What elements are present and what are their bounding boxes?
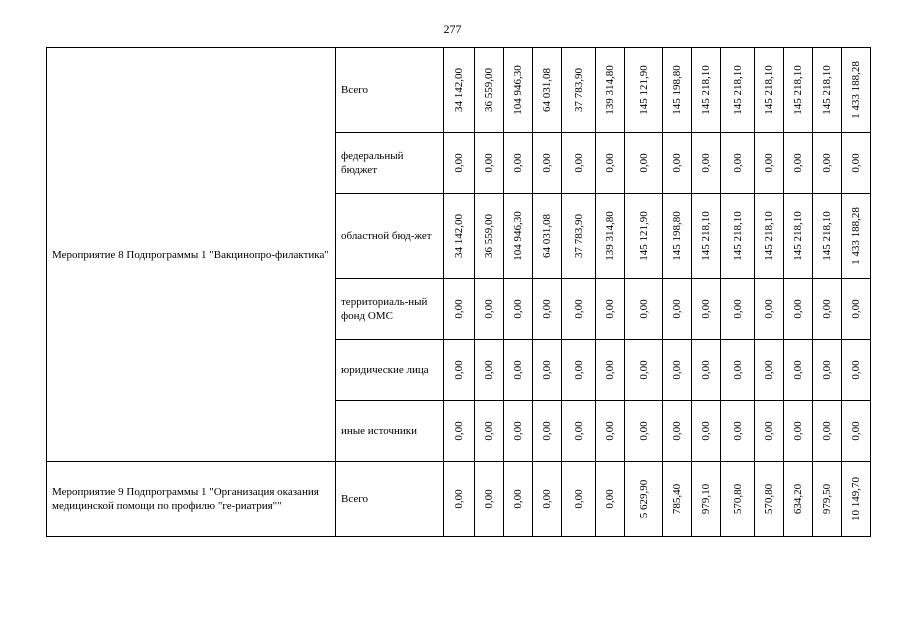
amount-value: 0,00	[512, 153, 524, 173]
amount-cell	[596, 462, 625, 537]
amount-value: 0,00	[850, 299, 862, 319]
amount-value: 979,50	[821, 483, 833, 515]
amount-cell	[444, 48, 475, 133]
amount-value: 0,00	[483, 489, 495, 509]
amount-cell	[625, 462, 663, 537]
amount-value: 145 218,10	[700, 65, 712, 115]
amount-cell	[721, 340, 755, 401]
amount-cell	[755, 133, 784, 194]
event-name: Мероприятие 9 Подпрограммы 1 "Организация оказания медицинской помощи по профилю "ге-риатрия""	[47, 462, 336, 537]
amount-cell	[842, 48, 871, 133]
amount-cell	[533, 194, 562, 279]
amount-cell	[755, 462, 784, 537]
amount-value: 5 629,90	[637, 479, 650, 519]
amount-value: 145 218,10	[821, 211, 833, 261]
amount-cell	[663, 48, 692, 133]
amount-value: 0,00	[763, 421, 775, 441]
amount-cell	[721, 279, 755, 340]
amount-cell	[533, 401, 562, 462]
amount-value: 145 121,90	[637, 65, 650, 115]
amount-value: 0,00	[700, 299, 712, 319]
amount-cell	[813, 133, 842, 194]
amount-cell	[533, 133, 562, 194]
amount-value: 145 198,80	[671, 65, 683, 115]
funding-source: юридические лица	[336, 340, 444, 401]
amount-cell	[562, 48, 596, 133]
amount-value: 0,00	[671, 299, 683, 319]
amount-value: 145 218,10	[731, 211, 744, 261]
amount-cell	[444, 194, 475, 279]
table-row	[47, 48, 871, 133]
amount-cell	[784, 194, 813, 279]
amount-value: 139 314,80	[604, 65, 616, 115]
amount-cell	[562, 133, 596, 194]
amount-value: 0,00	[541, 299, 553, 319]
amount-cell	[562, 401, 596, 462]
amount-value: 570,80	[763, 483, 775, 515]
amount-value: 0,00	[483, 153, 495, 173]
funding-source: федеральный бюджет	[336, 133, 444, 194]
amount-value: 0,00	[637, 360, 650, 380]
amount-value: 145 218,10	[731, 65, 744, 115]
amount-cell	[784, 279, 813, 340]
amount-cell	[842, 401, 871, 462]
amount-value: 0,00	[792, 299, 804, 319]
amount-cell	[444, 340, 475, 401]
amount-value: 37 783,90	[572, 214, 585, 258]
amount-value: 0,00	[453, 489, 465, 509]
amount-value: 0,00	[541, 489, 553, 509]
amount-value: 0,00	[821, 299, 833, 319]
amount-value: 0,00	[512, 299, 524, 319]
amount-value: 34 142,00	[453, 68, 465, 112]
amount-value: 0,00	[763, 299, 775, 319]
amount-cell	[596, 340, 625, 401]
amount-cell	[842, 462, 871, 537]
amount-cell	[562, 462, 596, 537]
amount-value: 0,00	[604, 489, 616, 509]
amount-cell	[625, 401, 663, 462]
amount-cell	[596, 401, 625, 462]
amount-cell	[692, 279, 721, 340]
amount-cell	[625, 48, 663, 133]
amount-cell	[721, 133, 755, 194]
amount-value: 0,00	[604, 360, 616, 380]
amount-cell	[755, 194, 784, 279]
amount-cell	[562, 340, 596, 401]
table-row	[47, 462, 871, 537]
amount-value: 0,00	[483, 299, 495, 319]
amount-value: 0,00	[731, 153, 744, 173]
amount-cell	[663, 462, 692, 537]
amount-cell	[504, 340, 533, 401]
amount-value: 145 218,10	[792, 65, 804, 115]
amount-cell	[692, 194, 721, 279]
amount-cell	[813, 340, 842, 401]
amount-cell	[533, 48, 562, 133]
amount-cell	[721, 462, 755, 537]
amount-cell	[663, 133, 692, 194]
amount-cell	[475, 279, 504, 340]
amount-value: 104 946,30	[512, 211, 524, 261]
amount-cell	[813, 279, 842, 340]
amount-value: 104 946,30	[512, 65, 524, 115]
amount-value: 145 218,10	[763, 65, 775, 115]
amount-value: 0,00	[572, 360, 585, 380]
amount-cell	[663, 194, 692, 279]
amount-cell	[784, 133, 813, 194]
amount-cell	[784, 462, 813, 537]
amount-cell	[663, 340, 692, 401]
amount-cell	[533, 279, 562, 340]
amount-cell	[504, 462, 533, 537]
amount-value: 0,00	[792, 421, 804, 441]
amount-value: 0,00	[604, 299, 616, 319]
amount-value: 0,00	[731, 360, 744, 380]
amount-cell	[692, 48, 721, 133]
amount-cell	[813, 462, 842, 537]
amount-cell	[784, 401, 813, 462]
amount-value: 0,00	[483, 421, 495, 441]
amount-value: 0,00	[850, 421, 862, 441]
amount-value: 10 149,70	[850, 477, 862, 521]
funding-source: Всего	[336, 48, 444, 133]
funding-source: областной бюд-жет	[336, 194, 444, 279]
amount-cell	[625, 340, 663, 401]
amount-value: 64 031,08	[541, 214, 553, 258]
amount-value: 0,00	[792, 360, 804, 380]
amount-value: 0,00	[541, 421, 553, 441]
amount-value: 0,00	[453, 360, 465, 380]
amount-value: 0,00	[821, 153, 833, 173]
amount-value: 0,00	[572, 299, 585, 319]
amount-value: 0,00	[637, 153, 650, 173]
amount-value: 0,00	[572, 489, 585, 509]
amount-cell	[784, 340, 813, 401]
amount-cell	[842, 133, 871, 194]
amount-value: 0,00	[850, 153, 862, 173]
amount-value: 0,00	[671, 153, 683, 173]
amount-value: 0,00	[671, 360, 683, 380]
amount-cell	[842, 194, 871, 279]
amount-value: 0,00	[821, 421, 833, 441]
amount-cell	[755, 279, 784, 340]
amount-value: 1 433 188,28	[850, 207, 862, 265]
amount-value: 0,00	[671, 421, 683, 441]
amount-cell	[504, 279, 533, 340]
amount-cell	[475, 340, 504, 401]
amount-value: 0,00	[604, 153, 616, 173]
amount-cell	[721, 401, 755, 462]
amount-value: 0,00	[731, 299, 744, 319]
amount-cell	[625, 133, 663, 194]
amount-cell	[755, 401, 784, 462]
amount-cell	[475, 462, 504, 537]
amount-value: 0,00	[572, 421, 585, 441]
amount-cell	[444, 401, 475, 462]
amount-value: 0,00	[604, 421, 616, 441]
amount-cell	[663, 401, 692, 462]
funding-source: Всего	[336, 462, 444, 537]
amount-cell	[475, 133, 504, 194]
amount-cell	[596, 48, 625, 133]
amount-cell	[692, 401, 721, 462]
amount-value: 0,00	[637, 299, 650, 319]
amount-cell	[692, 340, 721, 401]
amount-value: 0,00	[541, 153, 553, 173]
amount-value: 0,00	[637, 421, 650, 441]
amount-value: 34 142,00	[453, 214, 465, 258]
amount-value: 0,00	[763, 153, 775, 173]
amount-cell	[475, 401, 504, 462]
amount-cell	[842, 279, 871, 340]
amount-value: 0,00	[792, 153, 804, 173]
amount-value: 1 433 188,28	[850, 61, 862, 119]
amount-value: 0,00	[700, 421, 712, 441]
amount-cell	[625, 194, 663, 279]
amount-cell	[663, 279, 692, 340]
page-number: 277	[443, 22, 462, 36]
amount-value: 0,00	[512, 360, 524, 380]
amount-cell	[475, 48, 504, 133]
amount-value: 634,20	[792, 483, 804, 515]
amount-value: 145 218,10	[763, 211, 775, 261]
event-name: Мероприятие 8 Подпрограммы 1 "Вакцинопро-филактика"	[47, 48, 336, 462]
amount-value: 0,00	[700, 153, 712, 173]
amount-value: 785,40	[671, 483, 683, 515]
amount-cell	[755, 48, 784, 133]
amount-cell	[625, 279, 663, 340]
amount-value: 979,10	[700, 483, 712, 515]
amount-value: 0,00	[512, 421, 524, 441]
amount-cell	[813, 401, 842, 462]
amount-cell	[596, 279, 625, 340]
amount-value: 0,00	[572, 153, 585, 173]
amount-value: 64 031,08	[541, 68, 553, 112]
amount-cell	[692, 133, 721, 194]
budget-table	[46, 47, 871, 537]
amount-value: 145 218,10	[821, 65, 833, 115]
funding-source: иные источники	[336, 401, 444, 462]
amount-value: 0,00	[512, 489, 524, 509]
amount-value: 37 783,90	[572, 68, 585, 112]
amount-value: 0,00	[850, 360, 862, 380]
amount-cell	[475, 194, 504, 279]
amount-cell	[813, 48, 842, 133]
amount-value: 0,00	[731, 421, 744, 441]
amount-cell	[721, 48, 755, 133]
amount-cell	[504, 194, 533, 279]
amount-value: 570,80	[731, 483, 744, 515]
amount-cell	[504, 401, 533, 462]
amount-value: 0,00	[483, 360, 495, 380]
amount-cell	[444, 279, 475, 340]
amount-cell	[842, 340, 871, 401]
amount-cell	[721, 194, 755, 279]
amount-cell	[692, 462, 721, 537]
amount-cell	[533, 462, 562, 537]
amount-cell	[562, 279, 596, 340]
amount-value: 139 314,80	[604, 211, 616, 261]
amount-value: 0,00	[453, 299, 465, 319]
amount-cell	[755, 340, 784, 401]
amount-value: 0,00	[453, 421, 465, 441]
amount-value: 0,00	[700, 360, 712, 380]
amount-cell	[562, 194, 596, 279]
amount-cell	[813, 194, 842, 279]
amount-cell	[596, 133, 625, 194]
amount-cell	[784, 48, 813, 133]
amount-value: 145 218,10	[700, 211, 712, 261]
amount-value: 0,00	[453, 153, 465, 173]
amount-value: 36 559,00	[483, 214, 495, 258]
amount-cell	[596, 194, 625, 279]
amount-cell	[533, 340, 562, 401]
amount-value: 0,00	[763, 360, 775, 380]
amount-value: 0,00	[541, 360, 553, 380]
amount-value: 36 559,00	[483, 68, 495, 112]
amount-value: 0,00	[821, 360, 833, 380]
amount-cell	[444, 462, 475, 537]
amount-cell	[444, 133, 475, 194]
amount-value: 145 218,10	[792, 211, 804, 261]
amount-cell	[504, 48, 533, 133]
amount-cell	[504, 133, 533, 194]
funding-source: территориаль-ный фонд ОМС	[336, 279, 444, 340]
amount-value: 145 121,90	[637, 211, 650, 261]
amount-value: 145 198,80	[671, 211, 683, 261]
